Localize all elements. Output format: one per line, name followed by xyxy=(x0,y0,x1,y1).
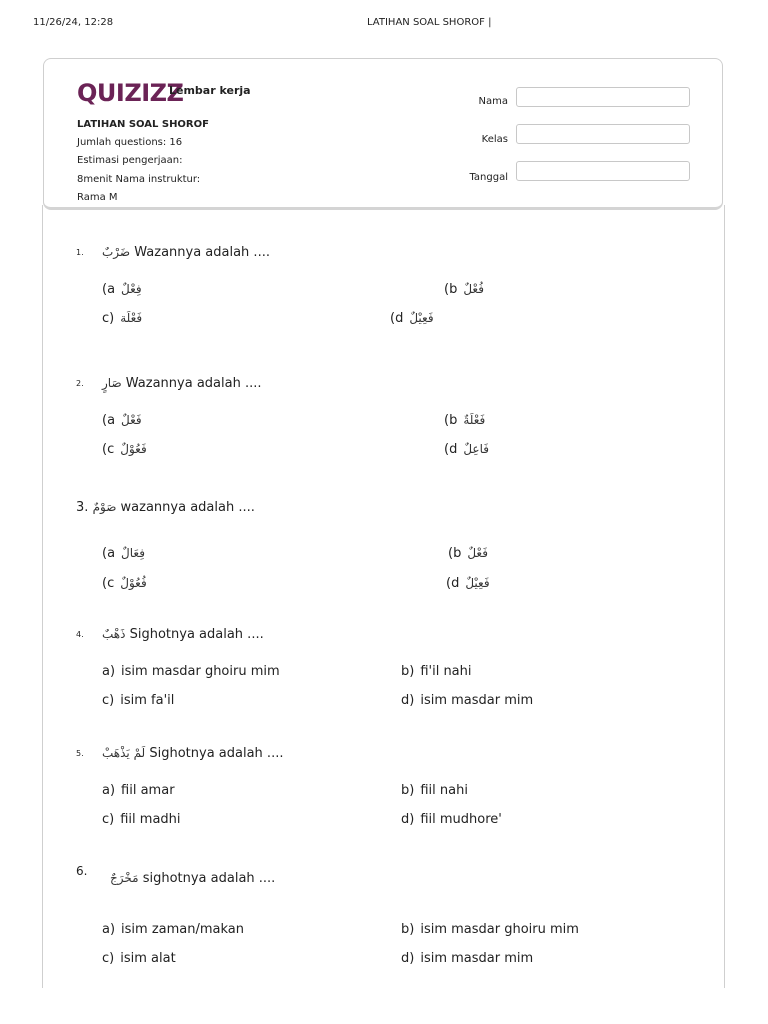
option-c[interactable]: c) isim alat xyxy=(102,951,176,966)
print-page-title: LATIHAN SOAL SHOROF | xyxy=(367,17,492,28)
option-c[interactable]: c) fiil madhi xyxy=(102,812,181,827)
option-b[interactable]: (b فَعْلَةٌ xyxy=(444,413,486,428)
option-a[interactable]: a) fiil amar xyxy=(102,783,175,798)
worksheet-title: LATIHAN SOAL SHOROF xyxy=(77,119,209,130)
nama-field[interactable] xyxy=(516,87,690,107)
question-text: sighotnya adalah .... xyxy=(142,871,276,886)
sheet-border-right xyxy=(724,205,725,988)
question-number: 2. xyxy=(76,379,84,388)
question-text: Sighotnya adalah .... xyxy=(149,746,284,761)
option-a[interactable]: (a فِعَالٌ xyxy=(102,546,145,561)
option-a[interactable]: a) isim zaman/makan xyxy=(102,922,245,937)
field-label-nama: Nama xyxy=(478,96,508,107)
option-d[interactable]: d) isim masdar mim xyxy=(401,951,534,966)
sheet-border-left xyxy=(42,205,43,988)
field-label-tanggal: Tanggal xyxy=(469,172,508,183)
option-c[interactable]: (c فُعُوْلٌ xyxy=(102,576,147,591)
question-arabic: ضَرْبٌ xyxy=(102,245,131,259)
question-arabic: ذَهْبٌ xyxy=(102,627,126,641)
question-arabic: صَارٍ xyxy=(102,376,122,390)
field-label-kelas: Kelas xyxy=(481,134,508,145)
option-c[interactable]: (c فَعُوْلٌ xyxy=(102,442,147,457)
question-number: 5. xyxy=(76,749,84,758)
option-b[interactable]: b) isim masdar ghoiru mim xyxy=(401,922,579,937)
question-text: Sighotnya adalah .... xyxy=(129,627,264,642)
logo-subtitle: Lembar kerja xyxy=(169,84,251,97)
worksheet-header-card xyxy=(43,58,723,210)
quizizz-logo: QUIZIZZ xyxy=(77,79,184,107)
question-text: Wazannya adalah .... xyxy=(134,245,270,260)
option-d[interactable]: d) isim masdar mim xyxy=(401,693,534,708)
option-a[interactable]: a) isim masdar ghoiru mim xyxy=(102,664,280,679)
option-b[interactable]: b) fi'il nahi xyxy=(401,664,472,679)
option-b[interactable]: (b فَعْلٌ xyxy=(448,546,488,561)
question-number: 1. xyxy=(76,248,84,257)
question-number: 6. xyxy=(76,864,88,878)
option-d[interactable]: (d فَعِيْلٌ xyxy=(446,576,490,591)
option-c[interactable]: c) isim fa'il xyxy=(102,693,175,708)
option-c[interactable]: c) فَعْلَة xyxy=(102,311,143,326)
question-number: .3 xyxy=(76,500,89,515)
option-d[interactable]: (d فَعِيْلٌ xyxy=(390,311,434,326)
instructor-name: Rama M xyxy=(77,192,118,203)
kelas-field[interactable] xyxy=(516,124,690,144)
question-number: 4. xyxy=(76,630,84,639)
print-timestamp: 11/26/24, 12:28 xyxy=(33,17,114,28)
question-text: Wazannya adalah .... xyxy=(125,376,262,391)
question-arabic: مَخْرَجٌ xyxy=(110,871,139,885)
option-b[interactable]: (b فُعْلٌ xyxy=(444,282,484,297)
option-d[interactable]: d) fiil mudhore' xyxy=(401,812,502,827)
option-b[interactable]: b) fiil nahi xyxy=(401,783,468,798)
question-text: wazannya adalah .... xyxy=(120,500,255,515)
tanggal-field[interactable] xyxy=(516,161,690,181)
duration-instructor: 8menit Nama instruktur: xyxy=(77,174,201,185)
option-d[interactable]: (d فَاعِلٌ xyxy=(444,442,489,457)
questions-count: Jumlah questions: 16 xyxy=(77,137,183,148)
option-a[interactable]: (a فَعْلٌ xyxy=(102,413,142,428)
estimate-label: Estimasi pengerjaan: xyxy=(77,155,183,166)
question-arabic: صَوْمٌ xyxy=(92,500,117,514)
option-a[interactable]: (a فِعْلٌ xyxy=(102,282,142,297)
question-arabic: لَمْ يَذْهَبْ xyxy=(102,746,146,760)
